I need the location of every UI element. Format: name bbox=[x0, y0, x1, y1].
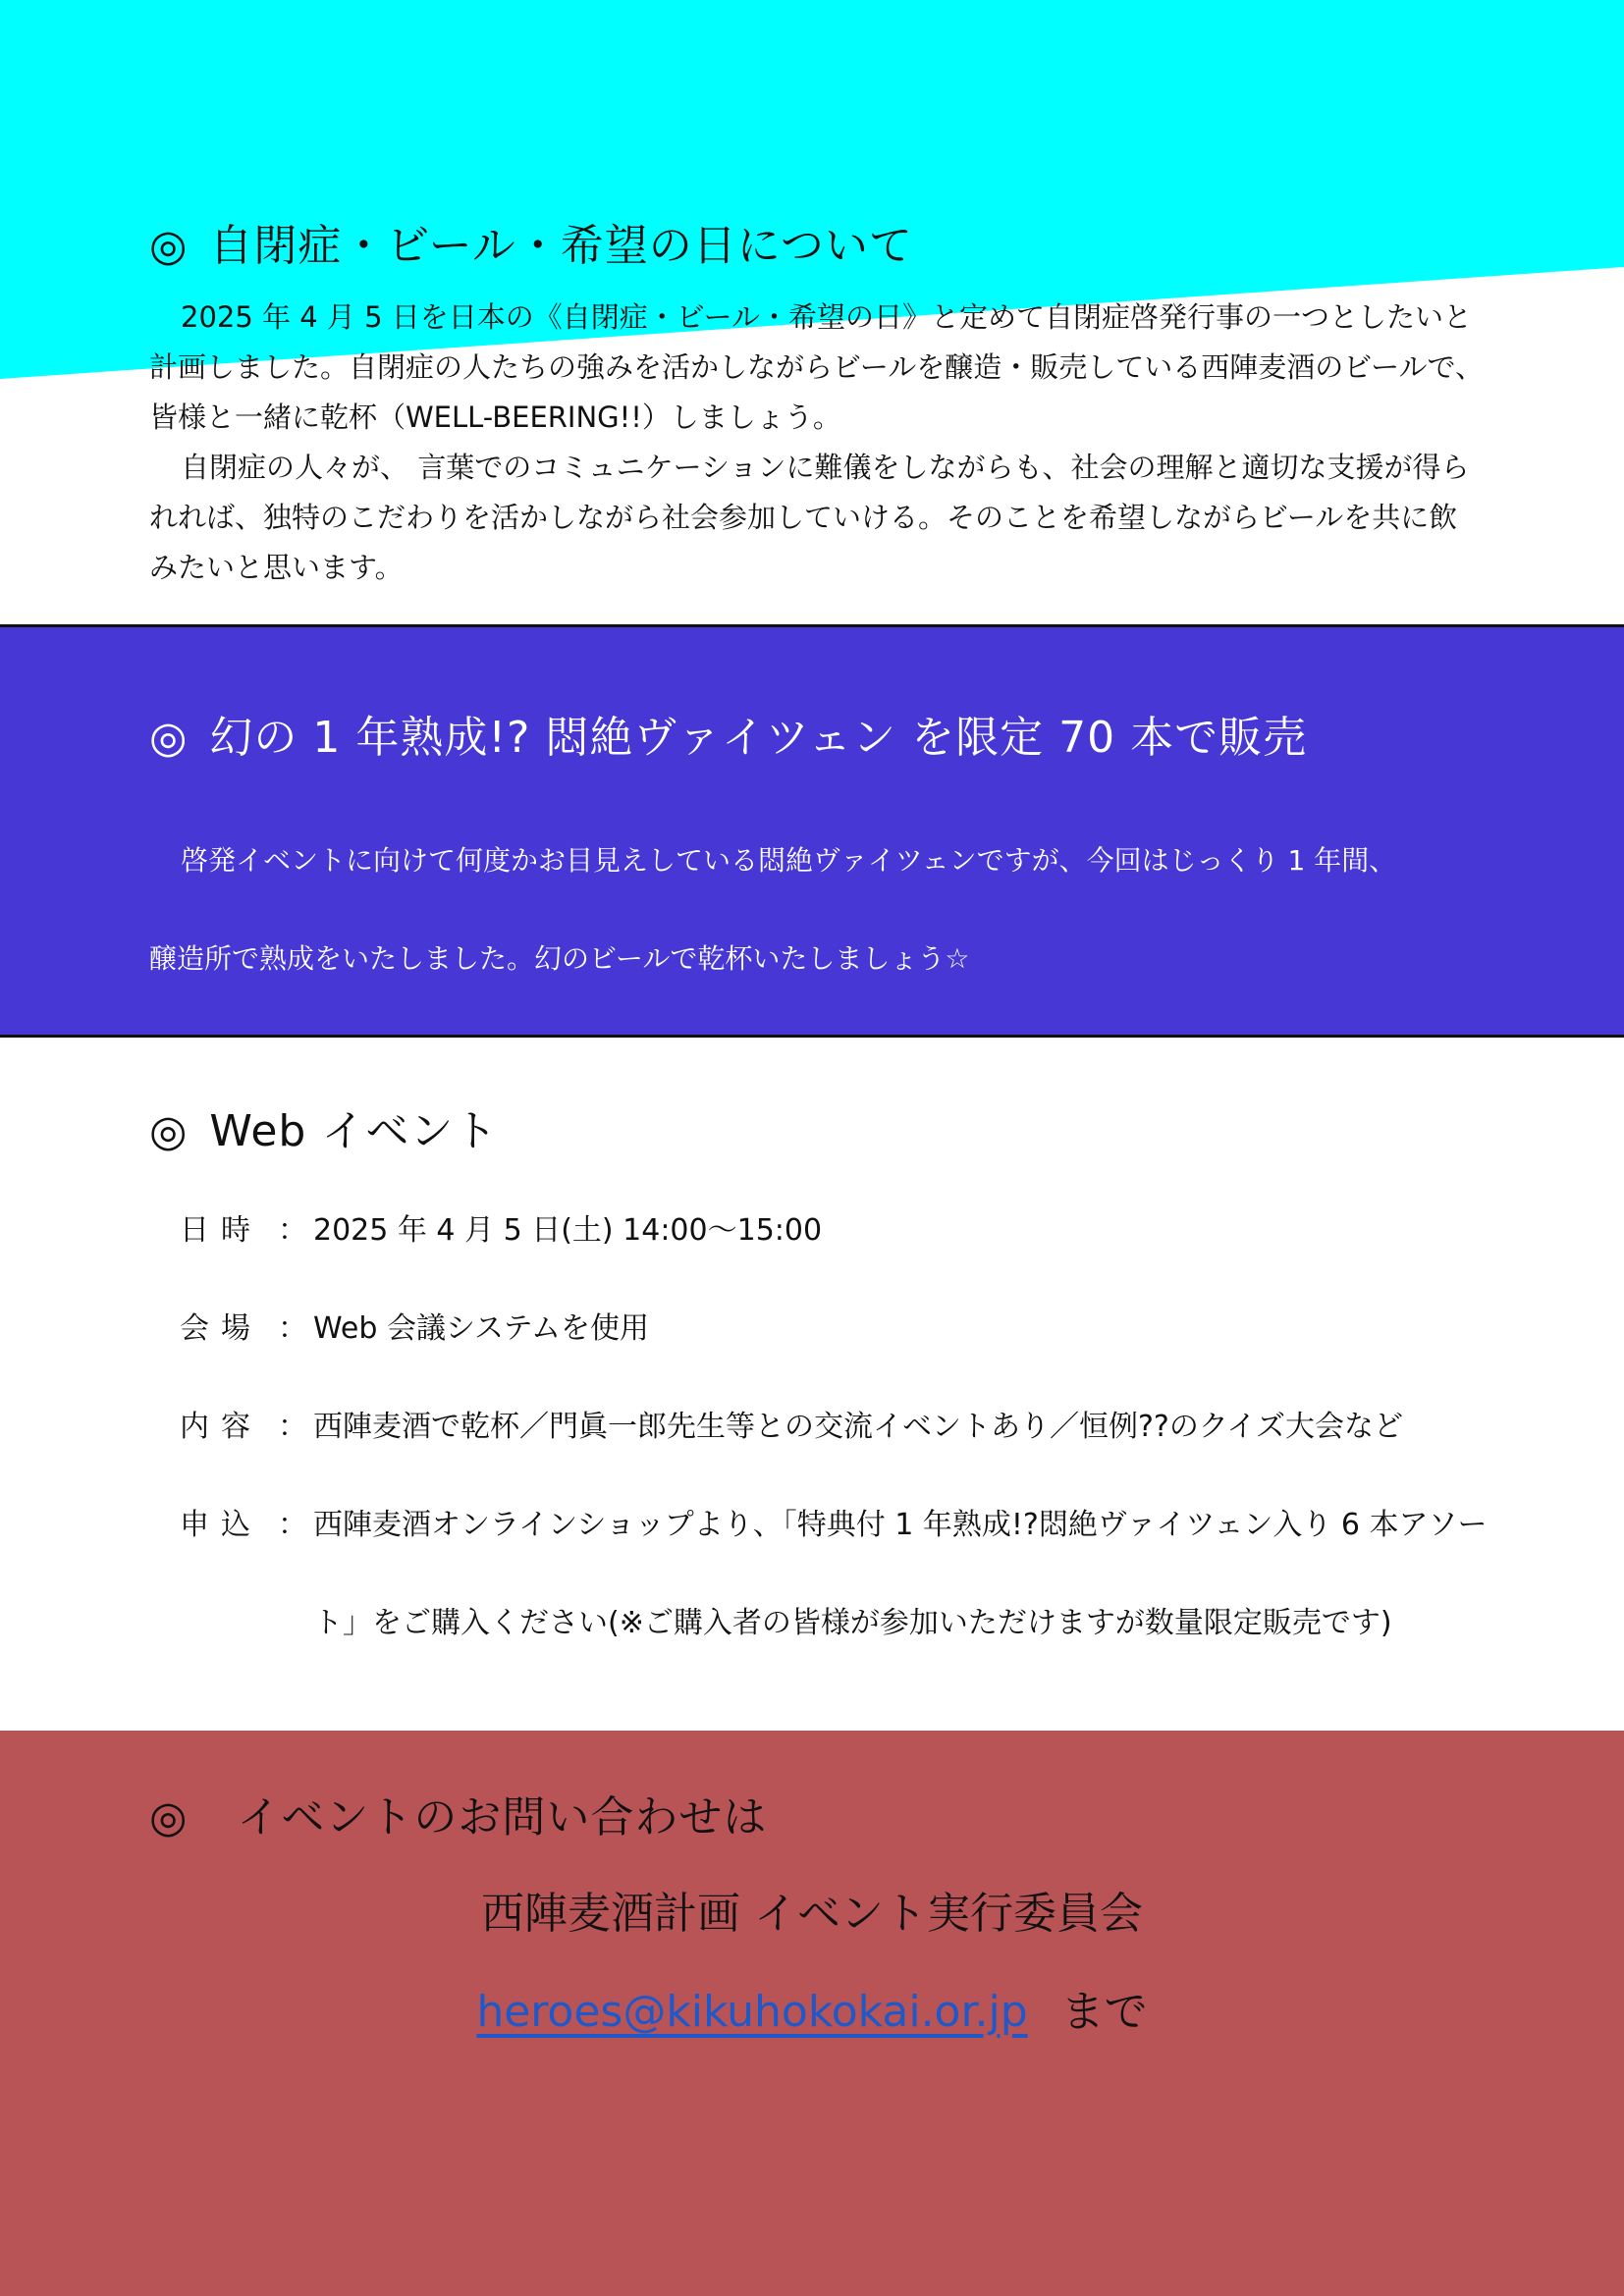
event-row-content: 内容 ： 西陣麦酒で乾杯／門眞一郎先生等との交流イベントあり／恒例??のクイズ大会など bbox=[180, 1402, 1403, 1445]
event-value: Web 会議システムを使用 bbox=[313, 1311, 649, 1346]
section1-paragraph-2: 自閉症の人々が、 言葉でのコミュニケーションに難儀をしながらも、社会の理解と適切な支援が得られれば、独特のこだわりを活かしながら社会参加していける。そのことを希望しながらビールを共に飲みたいと思います。 bbox=[149, 451, 1470, 584]
event-value: 西陣麦酒オンラインショップより、「特典付 1 年熟成!?悶絶ヴァイツェン入り 6 本アソー bbox=[313, 1508, 1488, 1542]
event-row-date: 日時 ： 2025 年 4 月 5 日(土) 14:00～15:00 bbox=[180, 1205, 822, 1249]
event-value: 2025 年 4 月 5 日(土) 14:00～15:00 bbox=[313, 1213, 823, 1248]
section1-body bbox=[149, 293, 1485, 593]
section2-body bbox=[149, 812, 1485, 1008]
contact-email-link[interactable]: heroes@kikuhokokai.or.jp bbox=[476, 1987, 1028, 2037]
event-value: 西陣麦酒で乾杯／門眞一郎先生等との交流イベントあり／恒例??のクイズ大会など bbox=[313, 1410, 1404, 1444]
event-row-application-continued: ト」をご購入ください(※ご購入者の皆様が参加いただけますが数量限定販売です) bbox=[313, 1606, 1392, 1640]
section2-line-2: 醸造所で熟成をいたしました。幻のビールで乾杯いたしましょう☆ bbox=[149, 942, 970, 975]
contact-suffix: まで bbox=[1060, 1987, 1148, 2037]
contact-section bbox=[0, 1731, 1624, 2296]
event-label: 内容 bbox=[180, 1410, 262, 1444]
event-label: 会場 bbox=[180, 1311, 262, 1346]
event-label: 申込 bbox=[180, 1508, 262, 1542]
section1-heading: ◎ 自閉症・ビール・希望の日について bbox=[149, 221, 913, 271]
web-event-section bbox=[0, 1041, 1624, 1730]
double-circle-icon: ◎ bbox=[149, 1792, 189, 1842]
limited-sale-section bbox=[0, 624, 1624, 1038]
section1-paragraph-1: 2025 年 4 月 5 日を日本の《自閉症・ビール・希望の日》と定めて自閉症啓発行事の一つとしたいと計画しました。自閉症の人たちの強みを活かしながらビールを醸造・販売している西陣麦酒のビールで、皆様と一緒に乾杯（WELL-BEERING!!）しましょう。 bbox=[149, 300, 1484, 434]
section3-heading: ◎ Web イベント bbox=[149, 1106, 499, 1156]
organizer-name: 西陣麦酒計画 イベント実行委員会 bbox=[481, 1889, 1143, 1939]
event-label: 日時 bbox=[180, 1213, 262, 1248]
section2-heading: ◎ 幻の 1 年熟成!? 悶絶ヴァイツェン を限定 70 本で販売 bbox=[149, 713, 1308, 763]
section2-line-1: 啓発イベントに向けて何度かお目見えしている悶絶ヴァイツェンですが、今回はじっくり 1 年間、 bbox=[181, 844, 1397, 877]
contact-email-line bbox=[0, 1976, 1624, 2039]
event-row-venue: 会場 ： Web 会議システムを使用 bbox=[180, 1304, 649, 1347]
event-row-application: 申込 ： 西陣麦酒オンラインショップより、「特典付 1 年熟成!?悶絶ヴァイツェン入り 6 本アソー bbox=[180, 1500, 1488, 1543]
section4-heading: ◎ イベントのお問い合わせは bbox=[149, 1792, 768, 1842]
double-circle-icon: ◎ bbox=[149, 1106, 189, 1156]
double-circle-icon: ◎ bbox=[149, 713, 189, 763]
double-circle-icon: ◎ bbox=[149, 221, 189, 271]
